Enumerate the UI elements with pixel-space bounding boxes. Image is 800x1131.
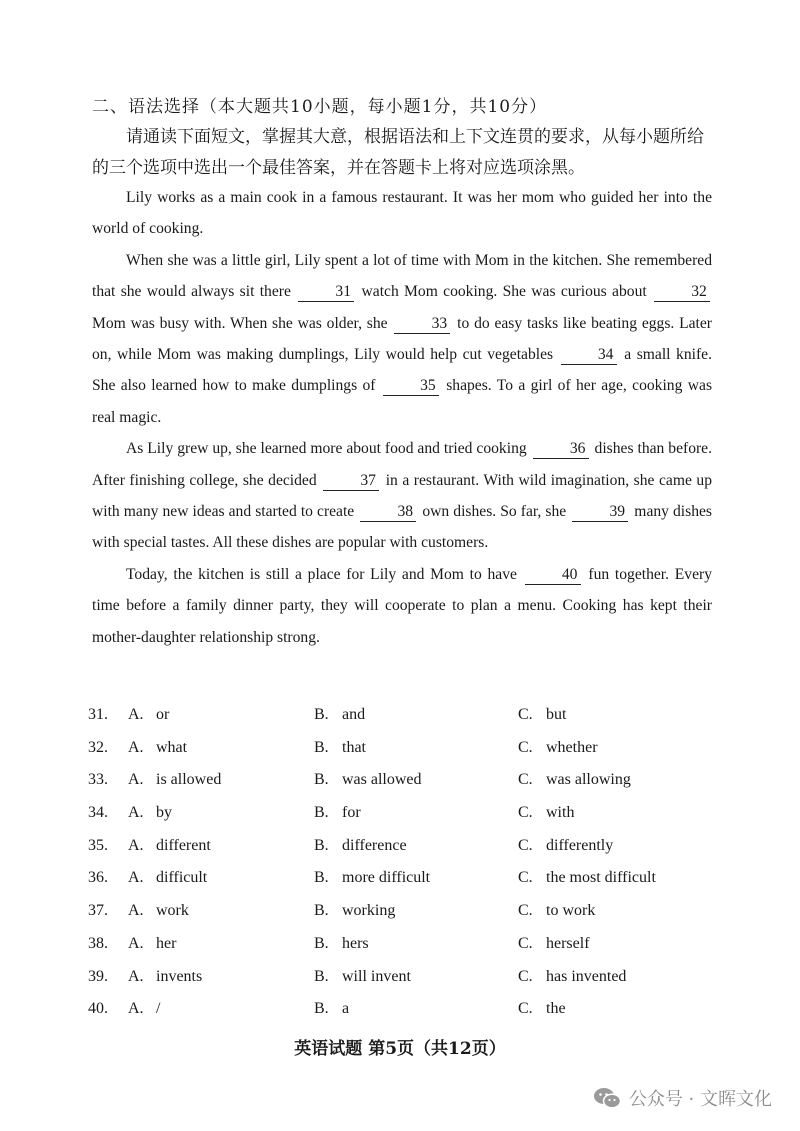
option-text: was allowing [546,771,631,789]
option-text: / [156,1000,161,1018]
option-a [128,771,221,789]
option-a [128,902,189,920]
question-number: 32. [88,738,108,756]
option-letter: A. [128,836,144,854]
option-row [88,831,738,864]
question-number: 40. [88,1000,108,1018]
option-letter: C. [518,869,533,887]
option-letter: B. [314,869,329,887]
option-letter: C. [518,706,533,723]
option-letter: A. [128,706,144,723]
answer-options [88,700,738,1027]
option-text: the [546,1000,566,1018]
passage-text: As Lily grew up, she learned more about food and tried cooking [126,440,531,458]
option-c [518,837,613,855]
option-letter: B. [314,836,329,854]
option-row [88,700,738,733]
option-letter: B. [314,738,329,756]
option-text: by [156,804,172,822]
option-c [518,935,590,953]
option-text: what [156,738,188,756]
wechat-icon [593,1087,621,1109]
option-text: hers [342,934,369,952]
passage-text: many dishes with special tastes. All these dishes are popular with customers. [92,503,712,552]
section-instructions: 请通读下面短文，掌握其大意，根据语法和上下文连贯的要求，从每小题所给的三个选项中选出一个最佳答案，并在答题卡上将对应选项涂黑。 [92,127,704,178]
option-b [314,771,422,789]
option-text: her [156,934,177,952]
watermark [593,1085,772,1111]
question-number: 33. [88,771,108,789]
option-text: a [342,1000,350,1018]
passage-paragraph-4 [92,559,712,653]
blank-34: 34 [561,346,617,365]
option-letter: B. [314,934,329,952]
option-c [518,869,656,887]
option-letter: C. [518,934,533,952]
option-text: more difficult [342,869,431,887]
option-text: and [342,706,366,723]
blank-37: 37 [323,472,379,491]
question-number: 37. [88,902,108,920]
passage-text: When she was a little girl, Lily spent a lot of time with Mom in the kitchen. She remembered that she would always sit there [92,251,712,301]
option-letter: C. [518,967,533,985]
option-letter: B. [314,1000,329,1018]
option-row [88,929,738,962]
option-c [518,1000,566,1018]
passage-paragraph-1: Lily works as a main cook in a famous restaurant. It was her mom who guided her into the world of cooking. [92,189,712,238]
option-b [314,1000,349,1018]
option-c [518,739,598,757]
option-letter: C. [518,804,533,822]
option-letter: B. [314,967,329,985]
option-b [314,935,369,953]
reading-passage [92,182,712,653]
option-b [314,706,365,724]
question-number: 39. [88,967,108,985]
passage-text: a small knife. She also learned how to make dumplings of [92,346,712,395]
passage-text: dishes than before. After finishing college, she decided [92,440,713,489]
option-a [128,739,187,757]
option-text: will invent [342,967,411,985]
question-number: 35. [88,836,108,854]
passage-text: in a restaurant. With wild imagination, she came up with many new ideas and started to create [92,471,712,521]
passage-paragraph-2 [92,245,712,433]
passage-text: own dishes. So far, she [418,503,571,521]
passage-text: Mom was busy with. When she was older, she [92,314,393,332]
option-letter: A. [128,967,144,985]
watermark-text: 公众号 · 文晖文化 [628,1089,772,1110]
option-text: for [342,804,361,822]
question-number: 38. [88,934,108,952]
option-letter: A. [128,804,144,822]
option-text: the most difficult [546,869,656,887]
option-a [128,935,176,953]
blank-31: 31 [298,283,354,302]
question-number: 31. [88,706,108,723]
question-number: 34. [88,804,108,822]
blank-33: 33 [394,315,450,334]
page-footer: 英语试题 第5页（共12页） [294,1039,506,1059]
option-a [128,804,172,822]
option-c [518,902,595,920]
option-text: to work [546,902,596,920]
option-letter: C. [518,902,533,920]
option-b [314,869,430,887]
passage-text: Today, the kitchen is still a place for Lily and Mom to have [126,565,523,583]
passage-text: watch Mom cooking. She was curious about [356,283,653,301]
option-text: whether [546,738,598,756]
option-text: has invented [546,967,627,985]
option-row [88,994,738,1027]
option-letter: A. [128,934,144,952]
option-text: with [546,804,575,822]
option-text: difficult [156,869,208,887]
option-row [88,765,738,798]
question-number: 36. [88,869,108,887]
blank-35: 35 [383,377,439,396]
option-b [314,739,366,757]
option-text: differently [546,836,614,854]
option-text: invents [156,967,203,985]
option-letter: A. [128,738,144,756]
option-c [518,706,566,724]
option-letter: B. [314,804,329,822]
option-a [128,1000,160,1018]
passage-text: to do easy tasks like beating eggs. Later on, while Mom was making dumplings, Lily would help cut vegetables [92,314,712,364]
option-b [314,968,411,986]
option-letter: C. [518,771,533,789]
option-b [314,837,407,855]
blank-32: 32 [654,283,710,302]
option-a [128,837,211,855]
blank-38: 38 [360,503,416,522]
option-text: working [342,902,396,920]
option-text: work [156,902,189,920]
blank-36: 36 [533,440,589,459]
option-letter: C. [518,1000,533,1018]
option-c [518,771,631,789]
option-letter: A. [128,902,144,920]
section-title: 二、语法选择（本大题共10小题，每小题1分，共10分） [92,97,548,117]
option-text: but [546,706,567,723]
option-a [128,706,169,724]
option-text: difference [342,836,407,854]
passage-text: shapes. To a girl of her age, cooking was real magic. [92,377,713,426]
option-row [88,733,738,766]
option-letter: B. [314,706,329,723]
option-text: is allowed [156,771,222,789]
option-letter: B. [314,771,329,789]
option-a [128,869,207,887]
option-a [128,968,202,986]
option-row [88,896,738,929]
passage-text: fun together. Every time before a family dinner party, they will cooperate to plan a menu. Cooking has kept their mother-daughter relationship strong. [92,565,712,646]
option-b [314,902,395,920]
option-text: or [156,706,170,723]
option-letter: C. [518,738,533,756]
option-row [88,962,738,995]
option-letter: A. [128,1000,144,1018]
blank-39: 39 [572,503,628,522]
option-letter: C. [518,836,533,854]
option-letter: B. [314,902,329,920]
option-text: was allowed [342,771,422,789]
option-c [518,968,626,986]
option-row [88,863,738,896]
option-b [314,804,361,822]
option-text: different [156,836,211,854]
option-c [518,804,574,822]
passage-paragraph-3 [92,433,712,559]
option-letter: A. [128,771,144,789]
option-row [88,798,738,831]
option-text: that [342,738,366,756]
option-text: herself [546,934,590,952]
blank-40: 40 [525,566,581,585]
option-letter: A. [128,869,144,887]
